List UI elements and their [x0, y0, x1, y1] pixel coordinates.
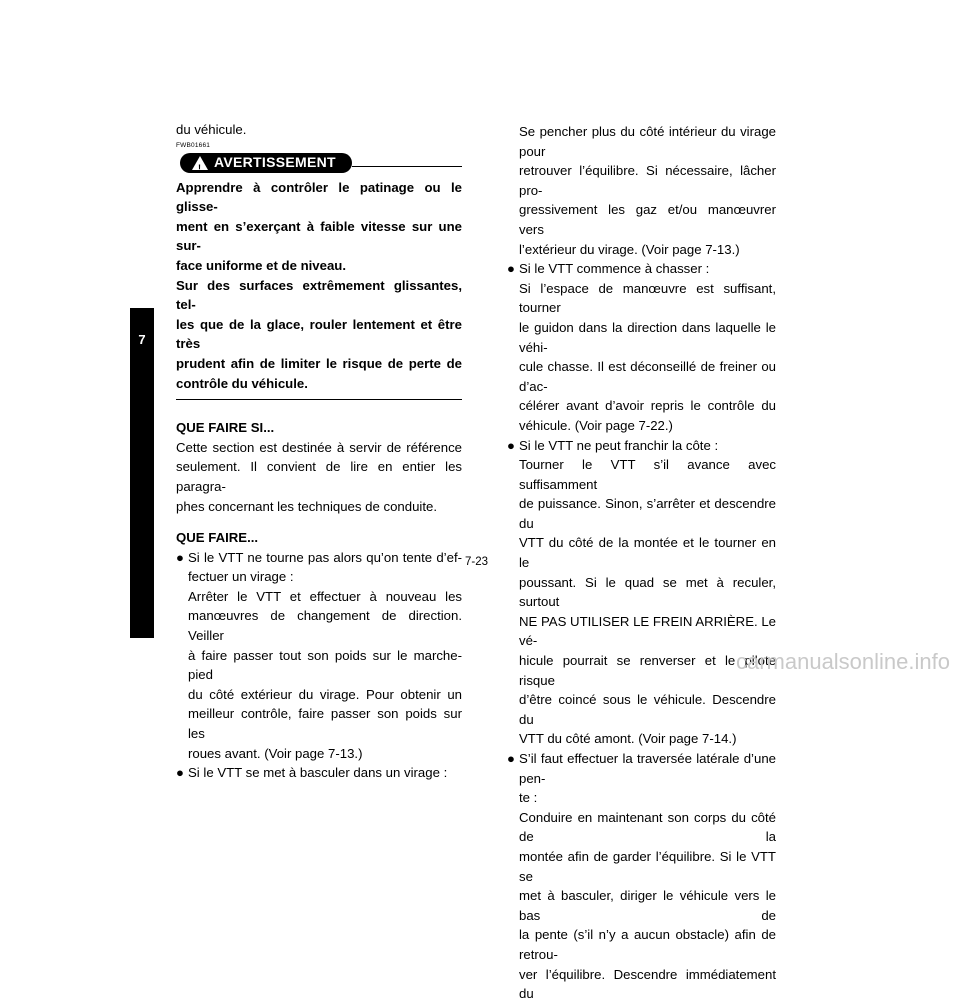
warning-label: AVERTISSEMENT: [214, 153, 336, 170]
warning-bottom-rule: [176, 399, 462, 400]
chapter-tab: [130, 308, 154, 638]
bullet-line: Si le VTT commence à chasser :: [519, 261, 710, 277]
bullet-line: célérer avant d’avoir repris le contrôle du: [519, 398, 776, 414]
warning-line: ment en s’exerçant à faible vitesse sur une sur-: [176, 218, 462, 254]
bullet-line: Conduire en maintenant son corps du côté de la: [519, 809, 776, 845]
section-heading: QUE FAIRE...: [176, 530, 259, 546]
cont-line: gressivement les gaz et/ou manœuvrer vers: [519, 202, 776, 237]
para-line: seulement. Il convient de lire en entier les paragra-: [176, 459, 462, 494]
bullet-item: [176, 548, 462, 764]
intro-text: du véhicule.: [176, 122, 247, 137]
bullet-line: Si le VTT ne peut franchir la côte :: [519, 437, 719, 453]
bullet-dot-icon: ●: [507, 437, 515, 453]
chapter-number: 7: [138, 332, 146, 347]
warning-badge: [180, 153, 352, 173]
bullet-line: cule chasse. Il est déconseillé de freiner ou d’ac-: [519, 359, 776, 394]
bullet-line: meilleur contrôle, faire passer son poids sur les: [188, 706, 462, 742]
para-line: phes concernant les techniques de conduite.: [176, 498, 438, 514]
bullet-line: Si le VTT se met à basculer dans un virage :: [188, 765, 448, 781]
bullet-line: roues avant. (Voir page 7-13.): [188, 745, 363, 761]
warning-line: prudent afin de limiter le risque de perte de: [176, 355, 462, 371]
bullet-dot-icon: ●: [507, 751, 515, 766]
bullet-line: Si l’espace de manœuvre est suffisant, tourner: [519, 280, 776, 316]
warning-line: Sur des surfaces extrêmement glissantes, tel-: [176, 277, 462, 313]
watermark: carmanualsonline.info: [735, 649, 950, 674]
bullet-line: Tourner le VTT s’il avance avec suffisamment: [519, 457, 776, 492]
bullet-line: poussant. Si le quad se met à reculer, surtout: [519, 574, 776, 610]
right-column: [507, 122, 776, 1004]
warning-line: contrôle du véhicule.: [176, 375, 308, 391]
page-number: 7-23: [465, 556, 489, 568]
bullet-line: Arrêter le VTT et effectuer à nouveau les: [188, 588, 462, 604]
warning-triangle-icon: !: [192, 156, 208, 170]
bullet-line: hicule pourrait se renverser et le pilote risque: [519, 653, 776, 688]
cont-line: l’extérieur du virage. (Voir page 7-13.): [519, 241, 740, 257]
para-line: Cette section est destinée à servir de référence: [176, 439, 462, 455]
bullet-line: ver l’équilibre. Descendre immédiatement du: [519, 966, 776, 1002]
bullet-item: [507, 259, 776, 435]
bullet-line: VTT du côté de la montée et le tourner en le: [519, 535, 776, 571]
bullet-item: [507, 436, 776, 750]
bullet-line: montée afin de garder l’équilibre. Si le VTT se: [519, 848, 776, 884]
continued-text: [507, 122, 776, 259]
bullet-line: de puissance. Sinon, s’arrêter et descendre du: [519, 496, 776, 531]
bullet-line: d’être coincé sous le véhicule. Descendre du: [519, 692, 776, 727]
bullet-dot-icon: ●: [176, 765, 184, 781]
bullet-line: à faire passer tout son poids sur le marche-pied: [188, 647, 462, 683]
left-column: [176, 120, 462, 783]
bullet-line: fectuer un virage :: [188, 569, 294, 585]
bullet-line: te :: [519, 790, 538, 806]
bullet-line: met à basculer, diriger le véhicule vers le bas de: [519, 888, 776, 923]
bullet-line: Si le VTT ne tourne pas alors qu’on tente d’ef-: [188, 549, 462, 565]
bullet-line: VTT du côté amont. (Voir page 7-14.): [519, 731, 737, 747]
warning-code: FWB01661: [176, 141, 211, 149]
bullet-line: S’il faut effectuer la traversée latérale d’une pen-: [519, 751, 776, 786]
bullet-line: véhicule. (Voir page 7-22.): [519, 417, 673, 433]
bullet-line: manœuvres de changement de direction. Veiller: [188, 608, 462, 644]
bullet-dot-icon: ●: [507, 261, 515, 277]
cont-line: retrouver l’équilibre. Si nécessaire, lâcher pro-: [519, 163, 776, 198]
bullet-item: [507, 749, 776, 1004]
warning-body: [176, 178, 462, 394]
bullet-item: [176, 763, 462, 783]
warning-line: les que de la glace, rouler lentement et être très: [176, 316, 462, 352]
bullet-line: la pente (s’il n’y a aucun obstacle) afin de retrou-: [519, 927, 776, 962]
warning-header: [176, 152, 462, 174]
warning-line: Apprendre à contrôler le patinage ou le glisse-: [176, 179, 462, 215]
bullet-line: du côté extérieur du virage. Pour obtenir un: [188, 686, 462, 702]
warning-line: face uniforme et de niveau.: [176, 257, 347, 273]
warning-header-rule: [352, 166, 462, 167]
section-heading: QUE FAIRE SI...: [176, 420, 275, 436]
bullet-line: le guidon dans la direction dans laquelle le véhi-: [519, 319, 776, 355]
bullet-dot-icon: ●: [176, 549, 184, 565]
cont-line: Se pencher plus du côté intérieur du virage pour: [519, 124, 776, 159]
bullet-line: NE PAS UTILISER LE FREIN ARRIÈRE. Le vé-: [519, 613, 776, 649]
